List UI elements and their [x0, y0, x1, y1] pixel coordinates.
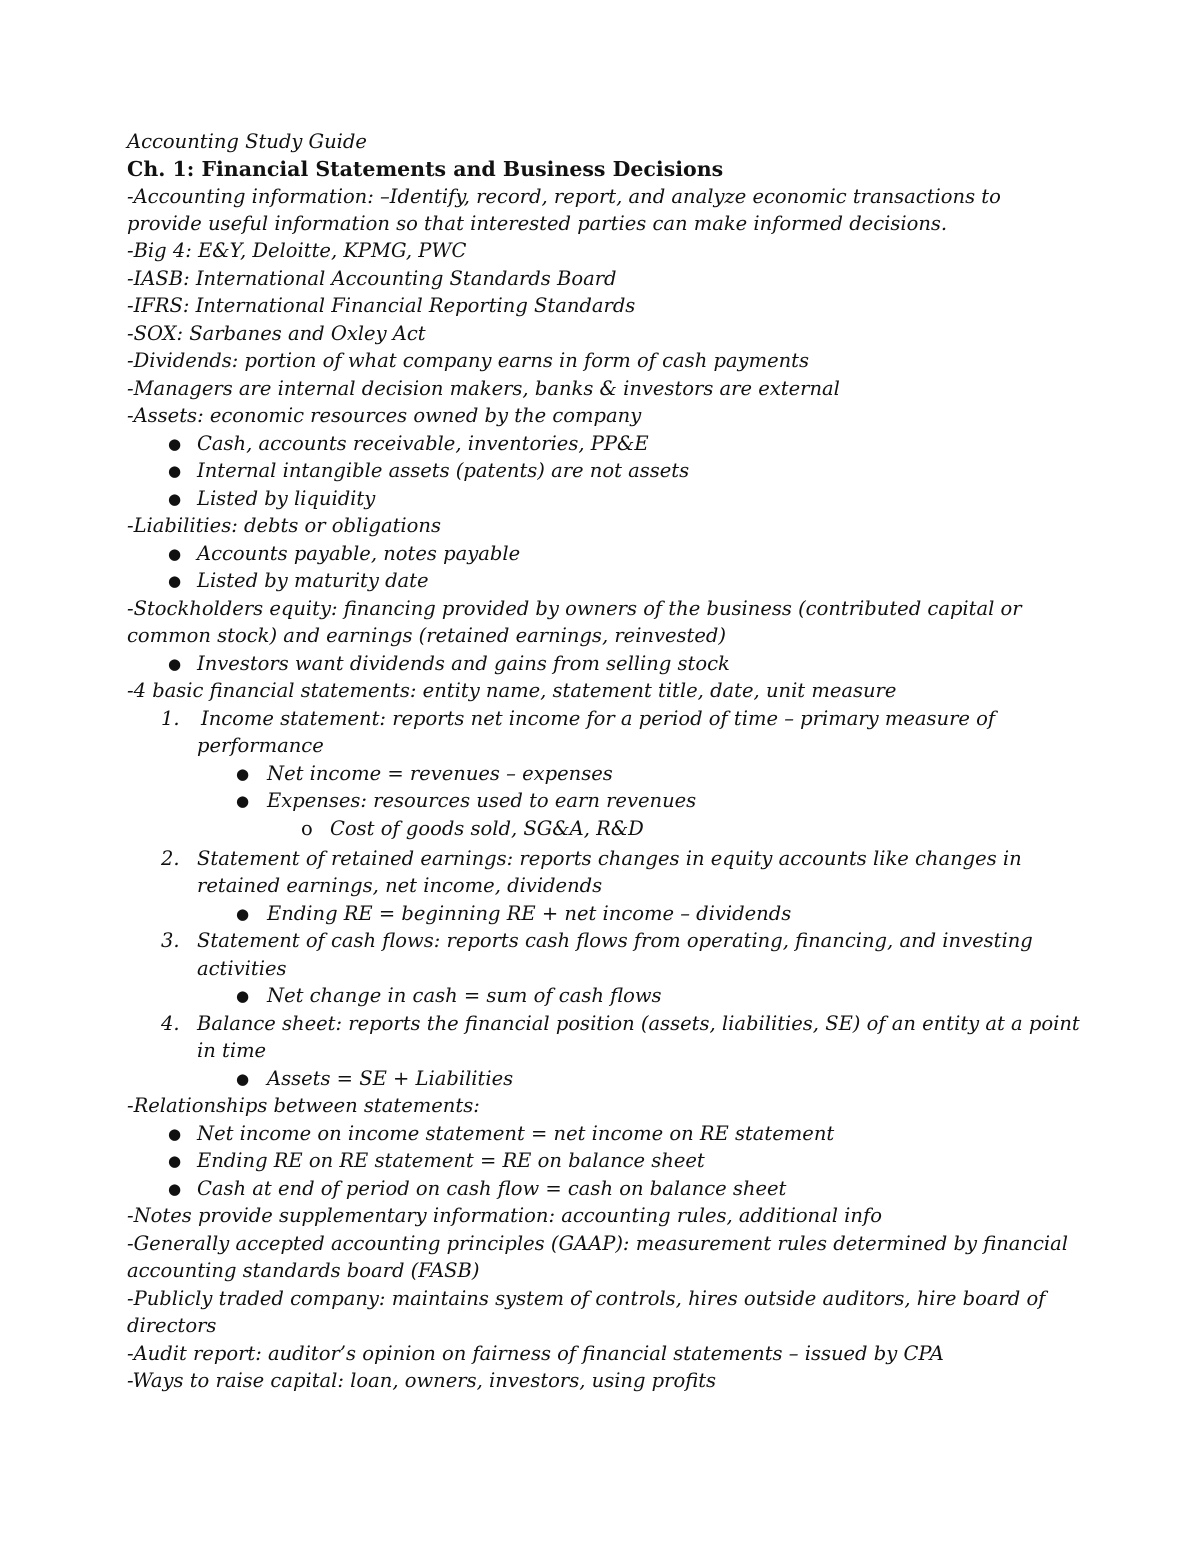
list-number: 4.	[161, 1012, 180, 1035]
line-text: -Dividends: portion of what company earns in form of cash payments	[127, 349, 810, 372]
line-text: Ending RE = beginning RE + net income – dividends	[267, 902, 792, 925]
line-text: -Stockholders equity: financing provided by owners of the business (contributed capital or	[127, 597, 1022, 620]
line-text: -Managers are internal decision makers, banks & investors are external	[127, 377, 840, 400]
line-text: Net income = revenues – expenses	[267, 762, 613, 785]
line-text: Assets = SE + Liabilities	[267, 1067, 514, 1090]
line-text: -4 basic financial statements: entity name, statement title, date, unit measure	[127, 679, 897, 702]
bullet-icon: ●	[236, 1070, 250, 1088]
bullet-icon: ●	[236, 792, 250, 810]
line-text: -Generally accepted accounting principles (GAAP): measurement rules determined by financial	[127, 1232, 1068, 1255]
bullet-icon: ●	[236, 905, 250, 923]
line-text: Investors want dividends and gains from selling stock	[197, 652, 730, 675]
bullet-icon: ●	[236, 765, 250, 783]
line-text: -Relationships between statements:	[127, 1094, 480, 1117]
line-text: Accounts payable, notes payable	[197, 542, 521, 565]
bullet-icon: ●	[236, 987, 250, 1005]
line-text: -Liabilities: debts or obligations	[127, 514, 441, 537]
line-text: Cash at end of period on cash flow = cash on balance sheet	[197, 1177, 787, 1200]
line-text: Listed by liquidity	[197, 487, 376, 510]
line-text: performance	[197, 734, 324, 757]
line-text: Listed by maturity date	[197, 569, 429, 592]
line-text: -Big 4: E&Y, Deloitte, KPMG, PWC	[127, 239, 467, 262]
line-text: common stock) and earnings (retained earnings, reinvested)	[127, 624, 727, 647]
line-text: Expenses: resources used to earn revenues	[267, 789, 697, 812]
line-text: Net income on income statement = net income on RE statement	[197, 1122, 835, 1145]
line-text: Accounting Study Guide	[127, 130, 367, 153]
circle-bullet-icon: o	[301, 817, 313, 840]
line-text: Internal intangible assets (patents) are not assets	[197, 459, 690, 482]
bullet-icon: ●	[168, 1152, 182, 1170]
list-number: 3.	[161, 929, 180, 952]
line-text: -IFRS: International Financial Reporting Standards	[127, 294, 636, 317]
bullet-icon: ●	[168, 1125, 182, 1143]
bullet-icon: ●	[168, 435, 182, 453]
bullet-icon: ●	[168, 1180, 182, 1198]
line-text: Ending RE on RE statement = RE on balance sheet	[197, 1149, 705, 1172]
line-text: -Assets: economic resources owned by the company	[127, 404, 642, 427]
bullet-icon: ●	[168, 490, 182, 508]
line-text: Cash, accounts receivable, inventories, PP&E	[197, 432, 649, 455]
line-text: -Audit report: auditor’s opinion on fairness of financial statements – issued by CPA	[127, 1342, 944, 1365]
line-text: retained earnings, net income, dividends	[197, 874, 603, 897]
line-text: directors	[127, 1314, 217, 1337]
line-text: in time	[197, 1039, 267, 1062]
line-text: Cost of goods sold, SG&A, R&D	[330, 817, 644, 840]
line-text: Income statement: reports net income for a period of time – primary measure of	[201, 707, 996, 730]
list-number: 1.	[161, 707, 180, 730]
line-text: -IASB: International Accounting Standards Board	[127, 267, 617, 290]
line-text: -Ways to raise capital: loan, owners, investors, using profits	[127, 1369, 717, 1392]
bullet-icon: ●	[168, 655, 182, 673]
line-text: -Publicly traded company: maintains system of controls, hires outside auditors, hire board of	[127, 1287, 1046, 1310]
line-text: -SOX: Sarbanes and Oxley Act	[127, 322, 426, 345]
bullet-icon: ●	[168, 545, 182, 563]
bullet-icon: ●	[168, 572, 182, 590]
line-text: accounting standards board (FASB)	[127, 1259, 480, 1282]
line-text: activities	[197, 957, 287, 980]
line-text: Balance sheet: reports the financial position (assets, liabilities, SE) of an entity at a point	[197, 1012, 1080, 1035]
list-number: 2.	[161, 847, 180, 870]
bullet-icon: ●	[168, 462, 182, 480]
line-text: -Accounting information: –Identify, record, report, and analyze economic transactions to	[127, 185, 1001, 208]
line-text: Statement of cash flows: reports cash flows from operating, financing, and investing	[197, 929, 1033, 952]
line-text: -Notes provide supplementary information: accounting rules, additional info	[127, 1204, 882, 1227]
line-text: Net change in cash = sum of cash flows	[267, 984, 662, 1007]
line-text: Ch. 1: Financial Statements and Business Decisions	[127, 157, 724, 181]
line-text: Statement of retained earnings: reports changes in equity accounts like changes in	[197, 847, 1022, 870]
line-text: provide useful information so that interested parties can make informed decisions.	[127, 212, 948, 235]
